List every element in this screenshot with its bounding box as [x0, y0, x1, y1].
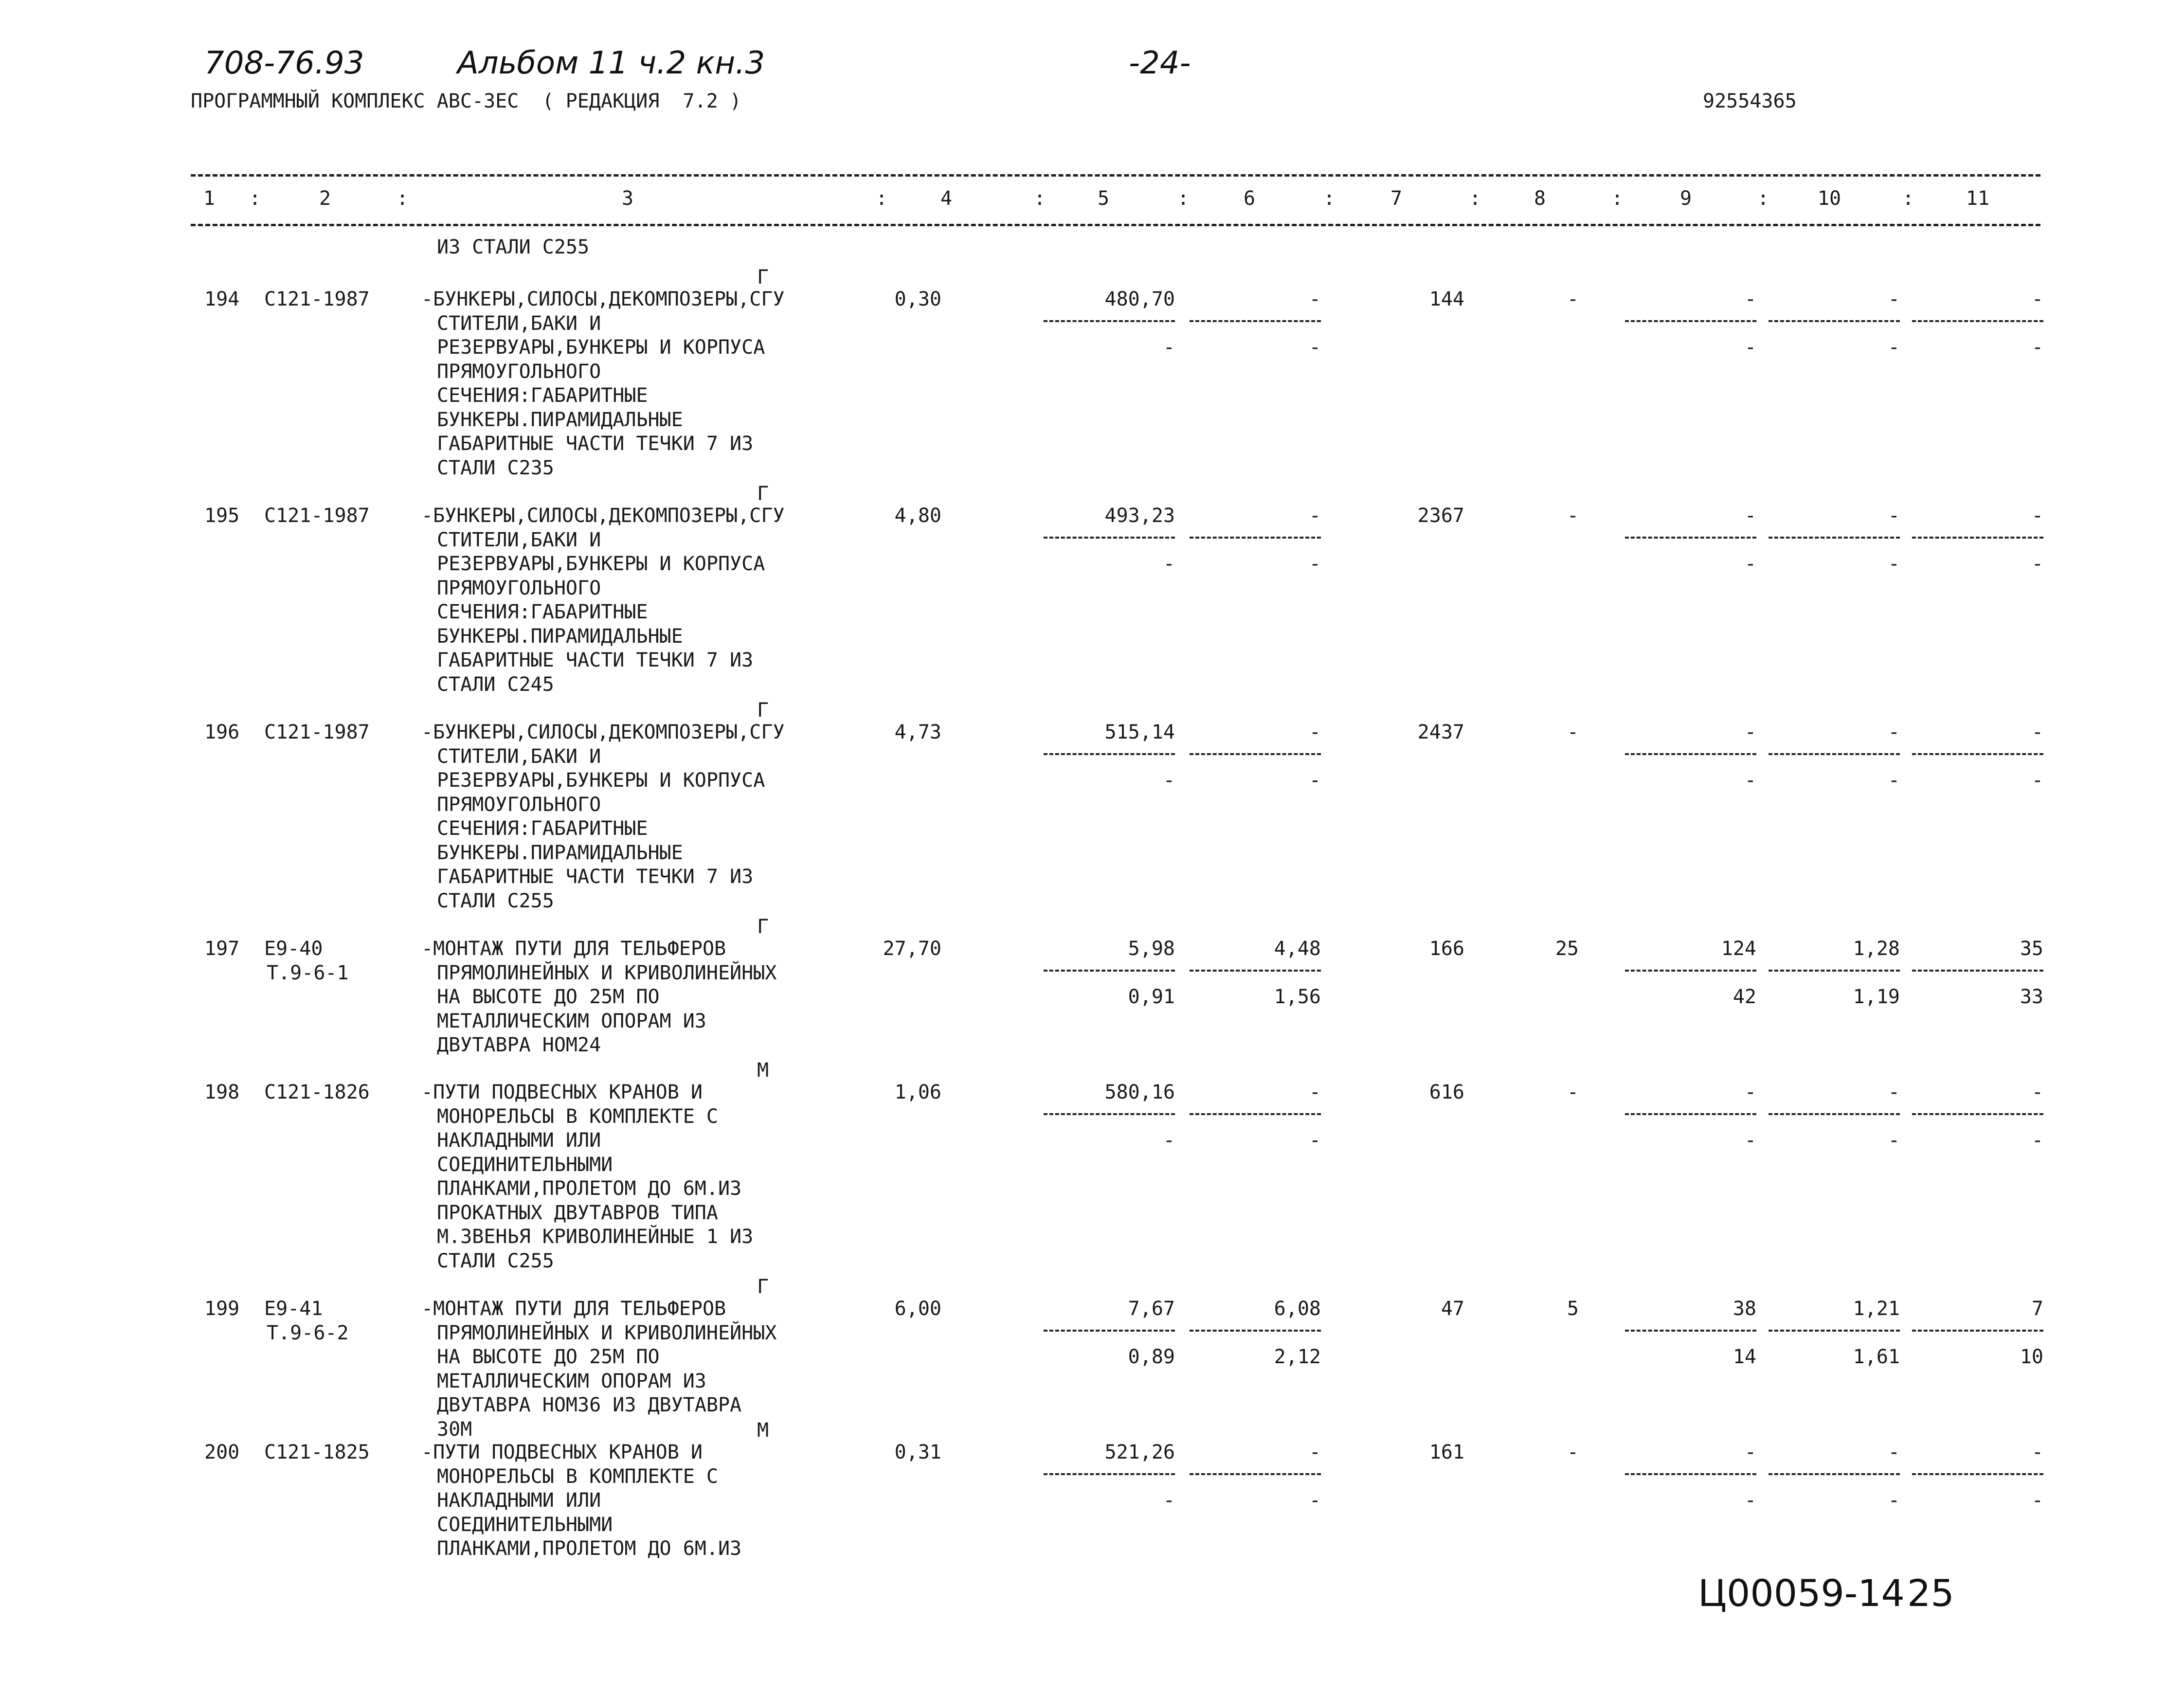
header-rule-bottom: [191, 224, 2040, 226]
col8-value: 25: [1555, 938, 1579, 960]
col10-top-value: -: [1888, 505, 1900, 527]
fraction-divider: [1625, 1330, 1756, 1332]
col9-top-value: 38: [1733, 1298, 1756, 1320]
fraction-divider: [1044, 1330, 1175, 1332]
col11-top-value: -: [2031, 721, 2043, 743]
col6-top-value: -: [1309, 721, 1321, 743]
col10-top-value: 1,21: [1853, 1298, 1900, 1320]
col10-top-value: 1,28: [1853, 938, 1900, 960]
col9-top-value: -: [1744, 1441, 1756, 1463]
fraction-divider: [1912, 753, 2043, 755]
row-description-line: ГАБАРИТНЫЕ ЧАСТИ ТЕЧКИ 7 ИЗ: [437, 866, 754, 888]
row-description-line: СТИТЕЛИ,БАКИ И: [437, 528, 601, 551]
row-number: 198: [204, 1081, 240, 1103]
col11-bottom-value: -: [2031, 336, 2043, 359]
row-description-line: БУНКЕРЫ.ПИРАМИДАЛЬНЫЕ: [437, 408, 683, 431]
col4-value: 4,73: [894, 721, 941, 743]
col8-value: -: [1567, 288, 1579, 310]
fraction-divider: [1912, 970, 2043, 972]
fraction-divider: [1044, 753, 1175, 755]
col5-top-value: 580,16: [1104, 1081, 1175, 1103]
col9-bottom-value: -: [1744, 769, 1756, 792]
row-description-line: СЕЧЕНИЯ:ГАБАРИТНЫЕ: [437, 384, 648, 407]
col5-bottom-value: -: [1163, 769, 1175, 792]
col6-bottom-value: -: [1309, 1489, 1321, 1512]
row-description-line: ПЛАНКАМИ,ПРОЛЕТОМ ДО 6М.ИЗ: [437, 1537, 742, 1560]
column-separator: :: [1469, 187, 1481, 210]
col11-top-value: -: [2031, 1081, 2043, 1103]
fraction-divider: [1912, 1113, 2043, 1115]
col7-value: 161: [1429, 1441, 1464, 1463]
row-mark: Г: [757, 699, 769, 722]
row-description-line: СЕЧЕНИЯ:ГАБАРИТНЫЕ: [437, 817, 648, 840]
row-description-line: МЕТАЛЛИЧЕСКИМ ОПОРАМ ИЗ: [437, 1010, 706, 1032]
row-description-line: РЕЗЕРВУАРЫ,БУНКЕРЫ И КОРПУСА: [437, 769, 765, 792]
doc-number: 92554365: [1703, 90, 1797, 112]
fraction-divider: [1044, 1473, 1175, 1475]
row-code: С121-1826: [264, 1081, 370, 1103]
col10-top-value: -: [1888, 1441, 1900, 1463]
col8-value: -: [1567, 1441, 1579, 1463]
fraction-divider: [1625, 537, 1756, 539]
column-header-10: 10: [1817, 187, 1841, 210]
column-header-5: 5: [1097, 187, 1110, 210]
row-description-line: СОЕДИНИТЕЛЬНЫМИ: [437, 1153, 613, 1176]
col11-bottom-value: -: [2031, 769, 2043, 792]
fraction-divider: [1190, 1473, 1321, 1475]
column-separator: :: [1177, 187, 1190, 210]
row-description-line: НАКЛАДНЫМИ ИЛИ: [437, 1489, 601, 1512]
row-description-line: НА ВЫСОТЕ ДО 25М ПО: [437, 1346, 660, 1368]
fraction-divider: [1912, 537, 2043, 539]
column-separator: :: [1034, 187, 1046, 210]
row-description-line: СТАЛИ С255: [437, 1249, 554, 1272]
col5-top-value: 480,70: [1104, 288, 1175, 310]
row-mark: Г: [757, 1276, 769, 1298]
col6-bottom-value: 2,12: [1274, 1346, 1321, 1368]
column-header-9: 9: [1679, 187, 1692, 210]
column-header-11: 11: [1966, 187, 1990, 210]
row-description-line: -МОНТАЖ ПУТИ ДЛЯ ТЕЛЬФЕРОВ: [421, 1298, 726, 1320]
col6-top-value: 4,48: [1274, 938, 1321, 960]
sheet-number: 25: [1907, 1571, 1954, 1615]
row-number: 196: [204, 721, 240, 743]
fraction-divider: [1912, 1473, 2043, 1475]
col4-value: 0,31: [894, 1441, 941, 1463]
row-description-line: НА ВЫСОТЕ ДО 25М ПО: [437, 986, 660, 1008]
col6-top-value: -: [1309, 288, 1321, 310]
fraction-divider: [1769, 320, 1900, 322]
row-code: Т.9-6-2: [267, 1321, 349, 1344]
col11-bottom-value: 10: [2020, 1346, 2043, 1368]
fraction-divider: [1190, 753, 1321, 755]
fraction-divider: [1769, 1473, 1900, 1475]
row-mark: Г: [757, 916, 769, 938]
row-description-line: СТИТЕЛИ,БАКИ И: [437, 745, 601, 768]
col5-top-value: 521,26: [1104, 1441, 1175, 1463]
fraction-divider: [1769, 1113, 1900, 1115]
row-description-line: СТАЛИ С235: [437, 456, 554, 479]
col9-top-value: -: [1744, 505, 1756, 527]
row-description-line: ПРЯМОУГОЛЬНОГО: [437, 360, 601, 383]
row-number: 200: [204, 1441, 240, 1463]
fraction-divider: [1912, 320, 2043, 322]
col8-value: -: [1567, 1081, 1579, 1103]
col10-bottom-value: 1,19: [1853, 986, 1900, 1008]
row-description-line: БУНКЕРЫ.ПИРАМИДАЛЬНЫЕ: [437, 625, 683, 648]
col7-value: 616: [1429, 1081, 1464, 1103]
col9-top-value: -: [1744, 721, 1756, 743]
col10-top-value: -: [1888, 1081, 1900, 1103]
row-description-line: 30М: [437, 1418, 472, 1441]
fraction-divider: [1190, 1330, 1321, 1332]
col6-top-value: 6,08: [1274, 1298, 1321, 1320]
col5-bottom-value: -: [1163, 1489, 1175, 1512]
col11-bottom-value: 33: [2020, 986, 2043, 1008]
column-separator: :: [876, 187, 888, 210]
fraction-divider: [1912, 1330, 2043, 1332]
column-header-3: 3: [621, 187, 634, 210]
col6-top-value: -: [1309, 1081, 1321, 1103]
col10-bottom-value: -: [1888, 1489, 1900, 1512]
col9-bottom-value: -: [1744, 1129, 1756, 1152]
fraction-divider: [1190, 320, 1321, 322]
row-description-line: ПЛАНКАМИ,ПРОЛЕТОМ ДО 6М.ИЗ: [437, 1177, 742, 1200]
row-description-line: СОЕДИНИТЕЛЬНЫМИ: [437, 1513, 613, 1536]
row-description-line: МОНОРЕЛЬСЫ В КОМПЛЕКТЕ С: [437, 1105, 718, 1128]
col4-value: 4,80: [894, 505, 941, 527]
col7-value: 2437: [1417, 721, 1464, 743]
col7-value: 166: [1429, 938, 1464, 960]
row-description-line: РЕЗЕРВУАРЫ,БУНКЕРЫ И КОРПУСА: [437, 336, 765, 359]
col4-value: 0,30: [894, 288, 941, 310]
fraction-divider: [1044, 320, 1175, 322]
col9-top-value: -: [1744, 288, 1756, 310]
fraction-divider: [1044, 537, 1175, 539]
col4-value: 27,70: [883, 938, 941, 960]
fraction-divider: [1044, 1113, 1175, 1115]
col11-bottom-value: -: [2031, 1129, 2043, 1152]
fraction-divider: [1769, 970, 1900, 972]
col5-bottom-value: -: [1163, 553, 1175, 575]
fraction-divider: [1190, 970, 1321, 972]
row-description-line: М.ЗВЕНЬЯ КРИВОЛИНЕЙНЫЕ 1 ИЗ: [437, 1226, 754, 1248]
col5-bottom-value: 0,91: [1128, 986, 1175, 1008]
row-code: С121-1825: [264, 1441, 370, 1463]
col11-bottom-value: -: [2031, 553, 2043, 575]
row-code: Т.9-6-1: [267, 961, 349, 984]
row-number: 199: [204, 1298, 240, 1320]
col11-top-value: -: [2031, 288, 2043, 310]
column-header-7: 7: [1390, 187, 1403, 210]
col6-bottom-value: -: [1309, 1129, 1321, 1152]
row-description-line: ПРЯМОУГОЛЬНОГО: [437, 577, 601, 599]
col11-top-value: -: [2031, 1441, 2043, 1463]
col9-top-value: -: [1744, 1081, 1756, 1103]
row-code: С121-1987: [264, 721, 370, 743]
row-description-line: ГАБАРИТНЫЕ ЧАСТИ ТЕЧКИ 7 ИЗ: [437, 433, 754, 455]
row-description-line: -БУНКЕРЫ,СИЛОСЫ,ДЕКОМПОЗЕРЫ,СГУ: [421, 288, 785, 310]
col7-value: 144: [1429, 288, 1464, 310]
col5-top-value: 493,23: [1104, 505, 1175, 527]
row-description-line: ПРЯМОЛИНЕЙНЫХ И КРИВОЛИНЕЙНЫХ: [437, 1321, 777, 1344]
col9-bottom-value: -: [1744, 553, 1756, 575]
fraction-divider: [1769, 753, 1900, 755]
row-code: Е9-40: [264, 938, 323, 960]
col6-bottom-value: 1,56: [1274, 986, 1321, 1008]
col6-bottom-value: -: [1309, 769, 1321, 792]
fraction-divider: [1625, 1113, 1756, 1115]
column-separator: :: [1323, 187, 1336, 210]
row-description-line: ПРЯМОЛИНЕЙНЫХ И КРИВОЛИНЕЙНЫХ: [437, 961, 777, 984]
column-header-6: 6: [1243, 187, 1256, 210]
column-header-2: 2: [319, 187, 331, 210]
col11-top-value: -: [2031, 505, 2043, 527]
column-separator: :: [397, 187, 409, 210]
col10-bottom-value: 1,61: [1853, 1346, 1900, 1368]
row-description-line: ПРОКАТНЫХ ДВУТАВРОВ ТИПА: [437, 1201, 718, 1224]
row-description-line: ПРЯМОУГОЛЬНОГО: [437, 793, 601, 816]
fraction-divider: [1190, 1113, 1321, 1115]
col6-top-value: -: [1309, 1441, 1321, 1463]
col4-value: 6,00: [894, 1298, 941, 1320]
column-header-4: 4: [940, 187, 953, 210]
col9-bottom-value: 14: [1733, 1346, 1756, 1368]
doc-code: 708-76.93: [204, 45, 364, 81]
row-code: С121-1987: [264, 288, 370, 310]
column-separator: :: [1902, 187, 1914, 210]
header-rule-top: [191, 174, 2040, 177]
col10-bottom-value: -: [1888, 553, 1900, 575]
row-description-line: СТАЛИ С255: [437, 889, 554, 912]
row-mark: Г: [757, 266, 769, 289]
fraction-divider: [1769, 537, 1900, 539]
col8-value: -: [1567, 721, 1579, 743]
stamp-code: Ц00059-14: [1698, 1571, 1905, 1615]
col5-top-value: 7,67: [1128, 1298, 1175, 1320]
row-number: 195: [204, 505, 240, 527]
row-code: С121-1987: [264, 505, 370, 527]
fraction-divider: [1625, 320, 1756, 322]
row-description-line: БУНКЕРЫ.ПИРАМИДАЛЬНЫЕ: [437, 841, 683, 864]
col5-top-value: 5,98: [1128, 938, 1175, 960]
fraction-divider: [1044, 970, 1175, 972]
row-description-line: -ПУТИ ПОДВЕСНЫХ КРАНОВ И: [421, 1441, 703, 1463]
col11-top-value: 35: [2020, 938, 2043, 960]
row-description-line: СЕЧЕНИЯ:ГАБАРИТНЫЕ: [437, 601, 648, 623]
program-line: ПРОГРАММНЫЙ КОМПЛЕКС АВС-ЗЕС ( РЕДАКЦИЯ 7.2 ): [191, 90, 741, 112]
fraction-divider: [1769, 1330, 1900, 1332]
row-mark: М: [757, 1419, 769, 1442]
col8-value: 5: [1567, 1298, 1579, 1320]
col7-value: 2367: [1417, 505, 1464, 527]
carry-over-line: ИЗ СТАЛИ С255: [437, 236, 590, 258]
fraction-divider: [1625, 753, 1756, 755]
col6-bottom-value: -: [1309, 553, 1321, 575]
col8-value: -: [1567, 505, 1579, 527]
col10-top-value: -: [1888, 721, 1900, 743]
fraction-divider: [1625, 1473, 1756, 1475]
row-description-line: ДВУТАВРА НОМ36 ИЗ ДВУТАВРА: [437, 1394, 742, 1416]
column-header-8: 8: [1534, 187, 1546, 210]
col9-bottom-value: 42: [1733, 986, 1756, 1008]
col5-bottom-value: 0,89: [1128, 1346, 1175, 1368]
row-number: 197: [204, 938, 240, 960]
column-separator: :: [1611, 187, 1624, 210]
col10-bottom-value: -: [1888, 336, 1900, 359]
row-description-line: РЕЗЕРВУАРЫ,БУНКЕРЫ И КОРПУСА: [437, 553, 765, 575]
col11-bottom-value: -: [2031, 1489, 2043, 1512]
row-description-line: -БУНКЕРЫ,СИЛОСЫ,ДЕКОМПОЗЕРЫ,СГУ: [421, 505, 785, 527]
col10-bottom-value: -: [1888, 1129, 1900, 1152]
col4-value: 1,06: [894, 1081, 941, 1103]
row-description-line: ГАБАРИТНЫЕ ЧАСТИ ТЕЧКИ 7 ИЗ: [437, 649, 754, 671]
column-header-1: 1: [203, 187, 216, 210]
row-description-line: СТИТЕЛИ,БАКИ И: [437, 312, 601, 335]
row-description-line: -МОНТАЖ ПУТИ ДЛЯ ТЕЛЬФЕРОВ: [421, 938, 726, 960]
row-description-line: -ПУТИ ПОДВЕСНЫХ КРАНОВ И: [421, 1081, 703, 1103]
row-number: 194: [204, 288, 240, 310]
album-label: Альбом 11 ч.2 кн.3: [457, 45, 765, 81]
row-description-line: -БУНКЕРЫ,СИЛОСЫ,ДЕКОМПОЗЕРЫ,СГУ: [421, 721, 785, 743]
col10-bottom-value: -: [1888, 769, 1900, 792]
col5-bottom-value: -: [1163, 336, 1175, 359]
col9-bottom-value: -: [1744, 1489, 1756, 1512]
row-mark: Г: [757, 483, 769, 505]
row-code: Е9-41: [264, 1298, 323, 1320]
col9-bottom-value: -: [1744, 336, 1756, 359]
col7-value: 47: [1441, 1298, 1464, 1320]
page-number: -24-: [1129, 45, 1191, 81]
row-description-line: ДВУТАВРА НОМ24: [437, 1034, 601, 1056]
row-description-line: МЕТАЛЛИЧЕСКИМ ОПОРАМ ИЗ: [437, 1370, 706, 1392]
row-description-line: СТАЛИ С245: [437, 673, 554, 696]
col6-bottom-value: -: [1309, 336, 1321, 359]
fraction-divider: [1190, 537, 1321, 539]
column-separator: :: [249, 187, 261, 210]
row-description-line: МОНОРЕЛЬСЫ В КОМПЛЕКТЕ С: [437, 1465, 718, 1488]
col11-top-value: 7: [2031, 1298, 2043, 1320]
col9-top-value: 124: [1721, 938, 1756, 960]
col10-top-value: -: [1888, 288, 1900, 310]
fraction-divider: [1625, 970, 1756, 972]
column-separator: :: [1757, 187, 1769, 210]
col5-bottom-value: -: [1163, 1129, 1175, 1152]
col6-top-value: -: [1309, 505, 1321, 527]
row-description-line: НАКЛАДНЫМИ ИЛИ: [437, 1129, 601, 1152]
col5-top-value: 515,14: [1104, 721, 1175, 743]
row-mark: М: [757, 1059, 769, 1082]
